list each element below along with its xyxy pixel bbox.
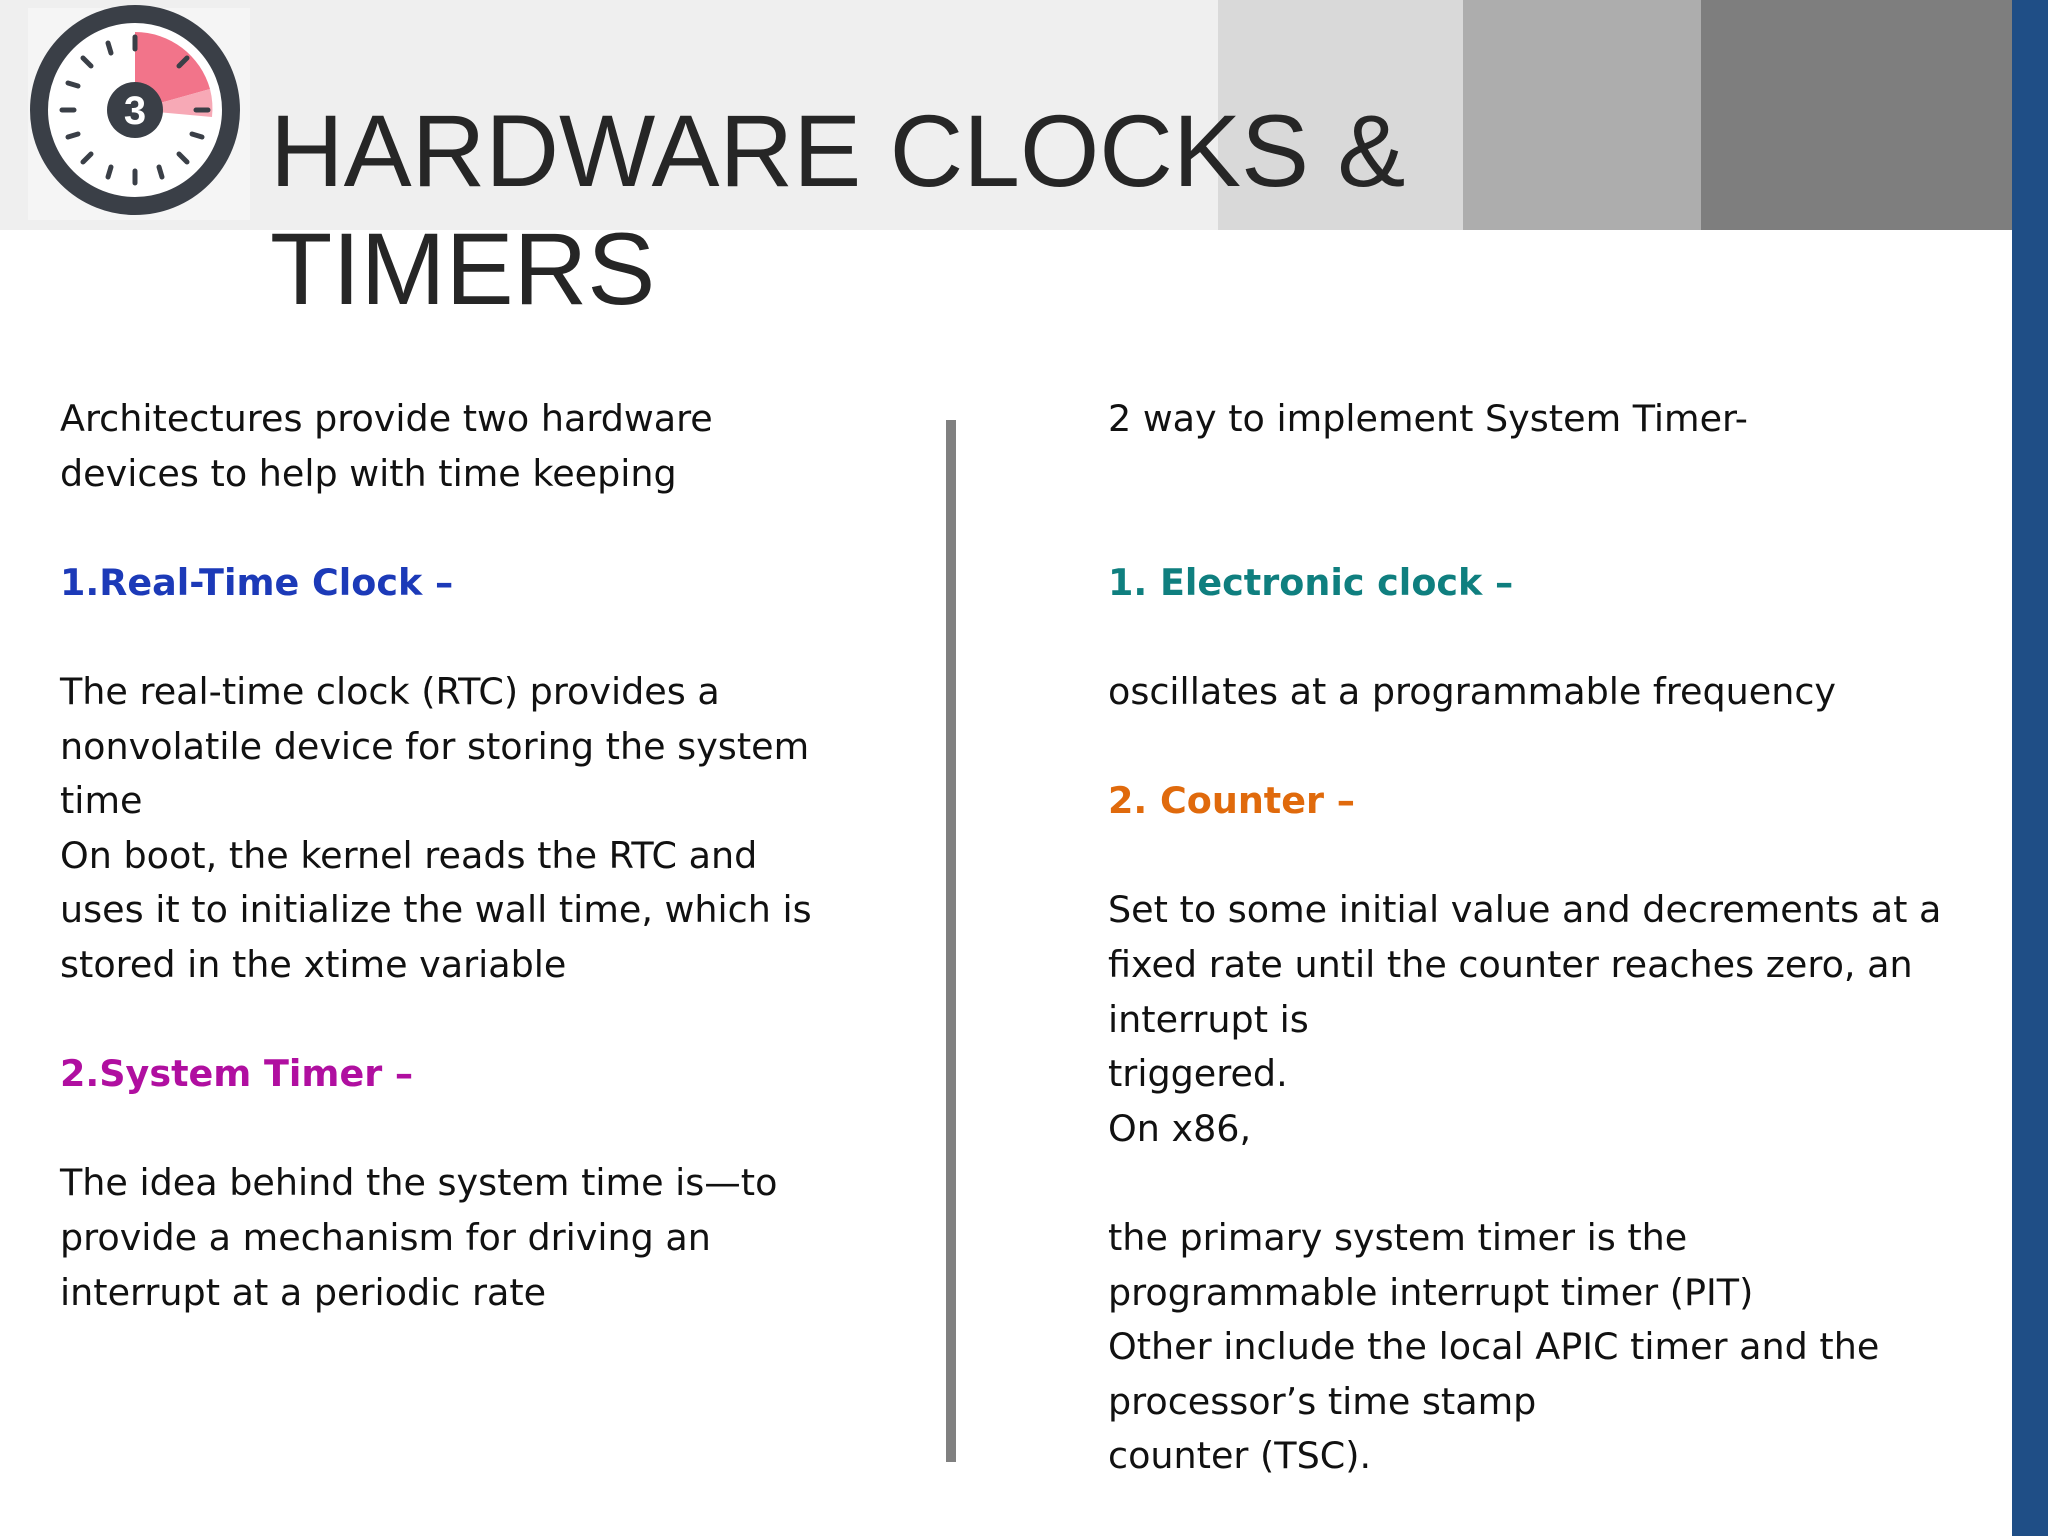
system-timer-body: The idea behind the system time is—to provide a mechanism for driving an interrupt at a periodic rate [60, 1161, 778, 1314]
logo-number: 3 [123, 89, 147, 133]
right-intro: 2 way to implement System Timer- [1108, 397, 1748, 440]
header-band-gray [1463, 0, 1701, 230]
electronic-clock-body: oscillates at a programmable frequency [1108, 669, 1837, 713]
right-column [1108, 392, 1988, 1484]
side-accent-stripe [2012, 0, 2048, 1536]
rtc-body: The real-time clock (RTC) provides a nonvolatile device for storing the system time On boot, the kernel reads the RTC and uses it to initialize the wall time, which is stored in the xtime variable [60, 669, 812, 986]
counter-body-continued: the primary system timer is the programmable interrupt timer (PIT) Other include the local APIC timer and the processor’s time stamp counter (TSC). [1108, 1215, 1880, 1478]
left-intro: Architectures provide two hardware devices to help with time keeping [60, 397, 713, 495]
counter-heading: 2. Counter – [1108, 779, 1355, 823]
column-divider [946, 420, 956, 1462]
electronic-clock-heading: 1. Electronic clock – [1108, 560, 1514, 604]
stopwatch-logo-icon [30, 5, 240, 215]
system-timer-heading: 2.System Timer – [60, 1052, 414, 1096]
page-title: HARDWARE CLOCKS & TIMERS [270, 94, 1406, 326]
rtc-heading: 1.Real-Time Clock – [60, 560, 454, 604]
header-band-dark [1701, 0, 2012, 230]
counter-body: Set to some initial value and decrements at a fixed rate until the counter reaches zero, an interrupt is triggered. On x86, [1108, 888, 1942, 1150]
left-column [60, 392, 910, 1320]
